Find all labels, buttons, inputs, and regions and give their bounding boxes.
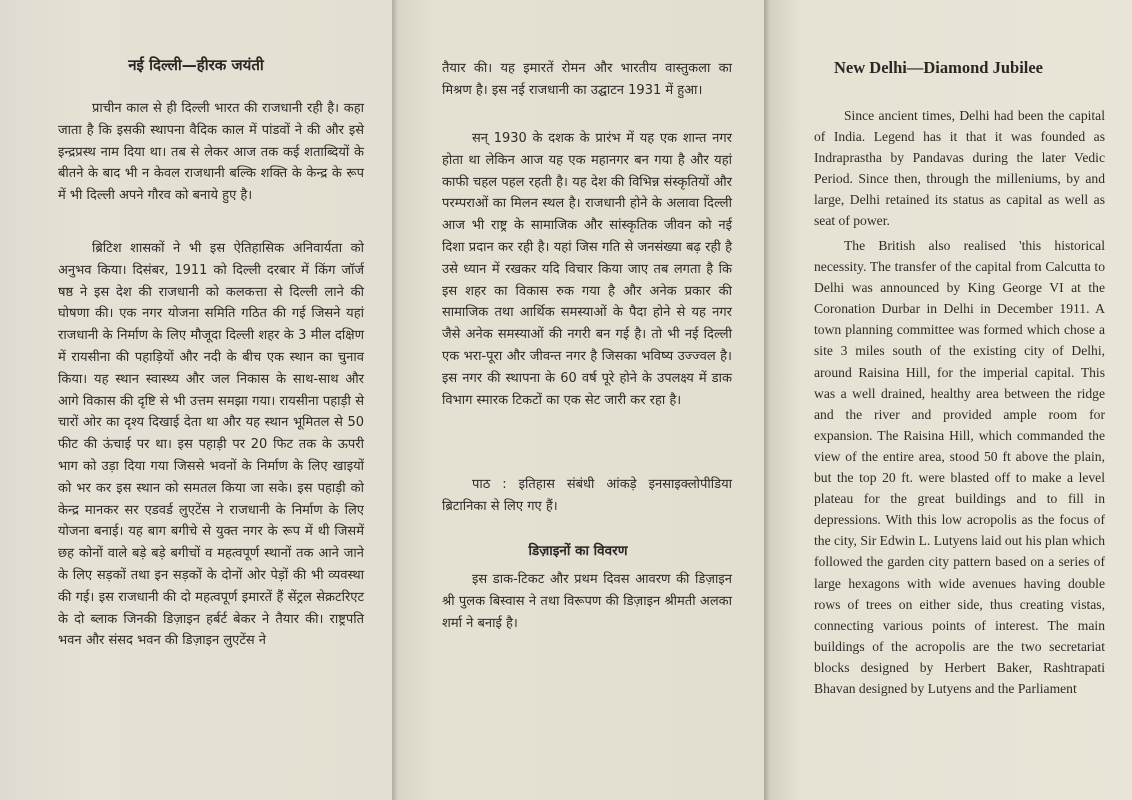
hindi-title: नई दिल्ली—हीरक जयंती — [128, 56, 264, 74]
fold-shadow — [764, 0, 770, 800]
design-details-heading: डिज़ाइनों का विवरण — [528, 543, 628, 559]
middle-panel — [392, 0, 764, 800]
hindi-source-note: पाठ : इतिहास संबंधी आंकड़े इनसाइक्लोपीडिया ब्रिटानिका से लिए गए हैं। — [442, 477, 732, 514]
english-title: New Delhi—Diamond Jubilee — [834, 58, 1044, 77]
english-paragraph-1: Since ancient times, Delhi had been the capital of India. Legend has it that it was founded as Indraprastha by Pandavas during the later Vedic Period. Since then, through the milleniums, by and large, Delhi retained its status as capital as well as seat of power. — [814, 108, 1105, 229]
hindi-paragraph-1: प्राचीन काल से ही दिल्ली भारत की राजधानी रही है। कहा जाता है कि इसकी स्थापना वैदिक काल में पांडवों ने की और इसे इन्द्रप्रस्थ नाम दिया था। तब से लेकर आज तक कई शताब्दियों के बीतने के बाद भी न केवल राजधानी बल्कि शक्ति के केन्द्र के रूप में भी दिल्ली अपने गौरव को बनाये हुए है। — [58, 101, 364, 204]
design-details-text: इस डाक-टिकट और प्रथम दिवस आवरण की डिज़ाइन श्री पुलक बिस्वास ने तथा विरूपण की डिज़ाइन श्रीमती अलका शर्मा ने बनाई है। — [442, 572, 732, 631]
english-paragraph-2: The British also realised 'this historical necessity. The transfer of the capital from Calcutta to Delhi was announced by King George VI at the Coronation Durbar in Delhi in December 1911. A town planning committee was formed which chose a site 3 miles south of the existing city of Delhi, around Raisina Hill, for the imperial capital. This was a well drained, healthy area between the ridge and the river and provided ample room for expansion. The Raisina Hill, which commanded the view of the entire area, stood 50 ft above the plain, but the top 20 ft. were blasted off to make a level plateau for the great buildings and to fill in depressions. With this low acropolis as the focus of the city, Sir Edwin L. Lutyens laid out his plan which followed the garden city pattern based on a series of large hexagons with wide avenues having double rows of trees on either side, thus creating vistas, connecting various points of interest. The main buildings of the acropolis are the two secretariat blocks designed by Herbert Baker, Rashtrapati Bhavan designed by Lutyens and the Parliament — [814, 238, 1105, 696]
left-panel — [0, 0, 392, 800]
right-panel — [764, 0, 1132, 800]
hindi-continued-paragraph: तैयार की। यह इमारतें रोमन और भारतीय वास्तुकला का मिश्रण है। इस नई राजधानी का उद्घाटन 1931 में हुआ। — [442, 61, 732, 98]
fold-shadow — [392, 0, 398, 800]
hindi-paragraph-3: सन् 1930 के दशक के प्रारंभ में यह एक शान्त नगर होता था लेकिन आज यह एक महानगर बन गया है और यहां काफी चहल पहल रहती है। यह देश की विभिन्न संस्कृतियों और परम्पराओं का मिलन स्थल है। राजधानी होने के अलावा दिल्ली आज भी राष्ट्र के सामाजिक और सांस्कृतिक जीवन को नई दिशा प्रदान कर रही है। यहां जिस गति से जनसंख्या बढ़ रही है उसे ध्यान में रखकर यदि विचार किया जाए तब लगता है कि इस शहर का विकास रुक गया है और अनेक प्रकार की सामाजिक तथा आर्थिक समस्याओं के पैदा होने से यह नगर जैसे अनेक समस्याओं की नगरी बन गई है। तो भी नई दिल्ली एक भरा-पूरा और जीवन्त नगर है जिसका भविष्य उज्ज्वल है। इस नगर की स्थापना के 60 वर्ष पूरे होने के उपलक्ष्य में डाक विभाग स्मारक टिकटों का एक सेट जारी कर रहा है। — [442, 131, 732, 408]
hindi-paragraph-2: ब्रिटिश शासकों ने भी इस ऐतिहासिक अनिवार्यता को अनुभव किया। दिसंबर, 1911 को दिल्ली दरबार में किंग जॉर्ज षष्ठ ने इस देश की राजधानी को कलकत्ता से दिल्ली लाने की घोषणा की। एक नगर योजना समिति गठित की गई जिसने यहां राजधानी के निर्माण के लिए मौजूदा दिल्ली शहर के 3 मील दक्षिण में रायसीना की पहाड़ियों और नदी के बीच एक स्थान का चुनाव किया। यह स्थान स्वास्थ्य और जल निकास के साथ-साथ और आगे विकास की दृष्टि से भी उत्तम समझा गया। रायसीना पहाड़ी से चारों ओर का दृश्य दिखाई देता था और यह स्थान भूमितल से 50 फीट की ऊंचाई पर था। इस पहाड़ी पर 20 फिट तक के ऊपरी भाग को उड़ा दिया गया जिससे भवनों के निर्माण के लिए खाइयों को भर कर इस स्थान को समतल किया जा सके। इस पहाड़ी को केन्द्र मानकर सर एडवर्ड लुएटेंस ने राजधानी के निर्माण के लिए योजना बनाई। यह बाग बगीचे से युक्त नगर के रूप में थी जिसमें छह कोनों वाले बड़े बड़े बगीचों व महत्वपूर्ण स्थानों तक आने जाने के लिए सड़कों तथा इन सड़कों के दोनों ओर पेड़ों की भी व्यवस्था की गई। इस राजधानी की दो महत्वपूर्ण इमारतें हैं सेंट्रल सेक्रटरिएट के दो ब्लाक जिनकी डिज़ाइन हर्बर्ट बेकर ने तैयार की। राष्ट्रपति भवन और संसद भवन की डिज़ाइन लुएटेंस ने — [58, 241, 364, 649]
